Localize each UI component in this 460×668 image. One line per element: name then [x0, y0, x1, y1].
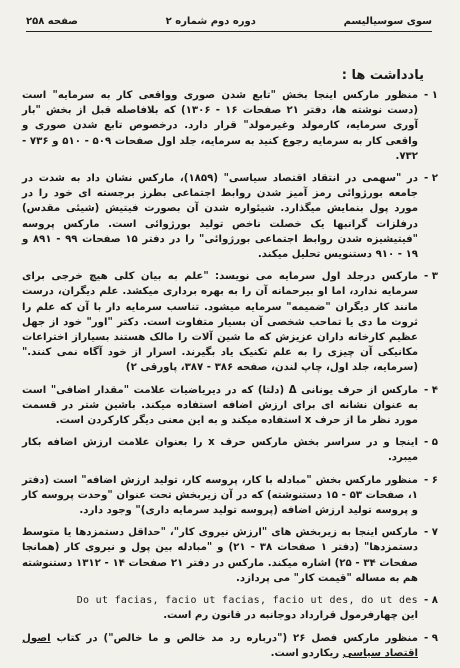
note-number: ۲ - — [424, 173, 438, 185]
note-number: ۴ - — [424, 384, 438, 396]
note-text: مارکس اینجا به زیربخش های "ارزش نیروی کار"، "حداقل دستمزدها یا متوسط دستمزدها" (دفتر ۱ صفحات ۳۸ - ۲۱) و "مبادله بین پول و نیروی کار (همانجا صفحات ۳۴ - ۲۵) اشاره میکند. مارکس در دفتر ۲۱ صفحات ۱۴ - ۱۳۱۲ دستنوشته هم به مساله "قیمت کار" می پردازد. — [22, 527, 418, 584]
note-4 — [22, 383, 438, 429]
notes-heading: یادداشت ها : — [341, 68, 424, 83]
note-text: اینجا و در سراسر بخش مارکس حرف x را بعنوان علامت ارزش اضافه بکار میبرد. — [22, 437, 418, 464]
note-5 — [22, 435, 438, 465]
note-text: در "سهمی در انتقاد اقتصاد سیاسی" (۱۸۵۹)، مارکس نشان داد به شدت در جامعه بورژوائی رمز آمیز شدن روابط اجتماعی بطرز برجسته ای خود را در مورد پول بنمایش میگذارد. شیئواره شدن آن بصورت فیتیش (شیئی مقدس) درفلزات گرانبها یک خصلت ناخص تولید بورژوائی است. مارکس پروسه "فیتیشیزه شدن روابط اجتماعی بورژوائی" را در دفتر ۱۵ صفحات ۹۹ - ۸۹۱ و ۱۹ - ۹۱۰ دستنویس تحلیل میکند. — [22, 173, 418, 261]
note-6 — [22, 473, 438, 519]
note-text: منظور مارکس اینجا بخش "تابع شدن صوری وواقعی کار به سرمایه" است (دست نوشته ها، دفتر ۲۱ صفحات ۱۶ - ۱۳۰۶) که بلافاصله قبل از بخش "بار آوری سرمایه، کارمولد وغیرمولد" قرار دارد. درخصوص تابع شدن صوری و واقعی کار به سرمایه رجوع کنید به سرمایه، جلد اول صفحات ۵۰۹ - ۵۱۰ و ۷۳۶ - ۷۳۲. — [22, 90, 418, 162]
latin-formula: Do ut facias, facio ut facias, facio ut des, do ut des — [76, 595, 418, 607]
note-number: ۱ - — [424, 90, 438, 101]
note-number: ۹ - — [424, 632, 438, 644]
note-number: ۸ - — [424, 595, 438, 607]
journal-title: سوی سوسیالیسم — [343, 15, 432, 27]
book-title: اصول اقتصاد سیاسی — [22, 632, 418, 659]
page-number: صفحه ۲۵۸ — [26, 15, 78, 27]
note-text: این چهارفرمول قرارداد دوجانبه در قانون رم است. — [163, 610, 418, 622]
note-body — [22, 593, 418, 623]
note-1 — [22, 88, 438, 164]
note-number: ۵ - — [424, 437, 438, 449]
note-3 — [22, 269, 438, 375]
note-number: ۶ - — [424, 474, 438, 486]
header-rule — [26, 31, 432, 32]
note-7 — [22, 525, 438, 586]
note-2 — [22, 171, 438, 262]
note-number: ۳ - — [424, 271, 438, 283]
note-text: منظور مارکس بخش "مبادله با کار، پروسه کار، تولید ارزش اضافه" است (دفتر ۱، صفحات ۵۳ - ۱۵ دستنوشته) که در آن زیربخش تحت عنوان "وحدت پروسه کار و پروسه تولید ارزش اضافه (پروسه تولید سرمایه داری)" وجود دارد. — [22, 474, 418, 517]
page-header — [26, 12, 432, 30]
issue-label: دوره دوم شماره ۲ — [165, 15, 256, 27]
note-text: مارکس درجلد اول سرمایه می نویسد: "علم به بیان کلی هیچ خرجی برای سرمایه ندارد، اما او بیرحمانه آن را به بهره برداری میکشد. علم دیگران، درست مانند کار دیگران "ضمیمه" سرمایه میشود. تناسب سرمایه دار با آن که علم را ثروت ما دی یا تماحب شخصی آن بسیار متفاوت است. دکتر "اور" خود از جهل عظیم کارخانه داران عزیزش که ما شین آلات را مالک هستند بسیاراز اختراعات مکانیکی آن چیزی را به علم تکنیک یاد بگیرند. اسرار از خود آگاه نمی کنند." (سرمایه، جلد اول، چاپ لندن، صفحه ۳۸۶ - ۳۸۷، پاورقی ۲) — [22, 271, 418, 374]
note-number: ۷ - — [424, 527, 438, 539]
note-text: منظور مارکس فصل ۲۶ ("درباره رد مد خالص و ما خالص") در کتاب اصول اقتصاد سیاسی ریکاردو است. — [22, 632, 418, 659]
notes-list — [22, 88, 438, 668]
note-text: مارکس از حرف یونانی Δ (دلتا) که در دیریاضیات علامت "مقدار اضافی" است به عنوان نشانه ای برای ارزش اضافه استفاده میکند. باشین شتر در قسمت مورد نظر ما از حرف x استفاده میکند و به این معنی دیگر کارکردن است. — [22, 384, 418, 427]
note-8 — [22, 593, 438, 623]
